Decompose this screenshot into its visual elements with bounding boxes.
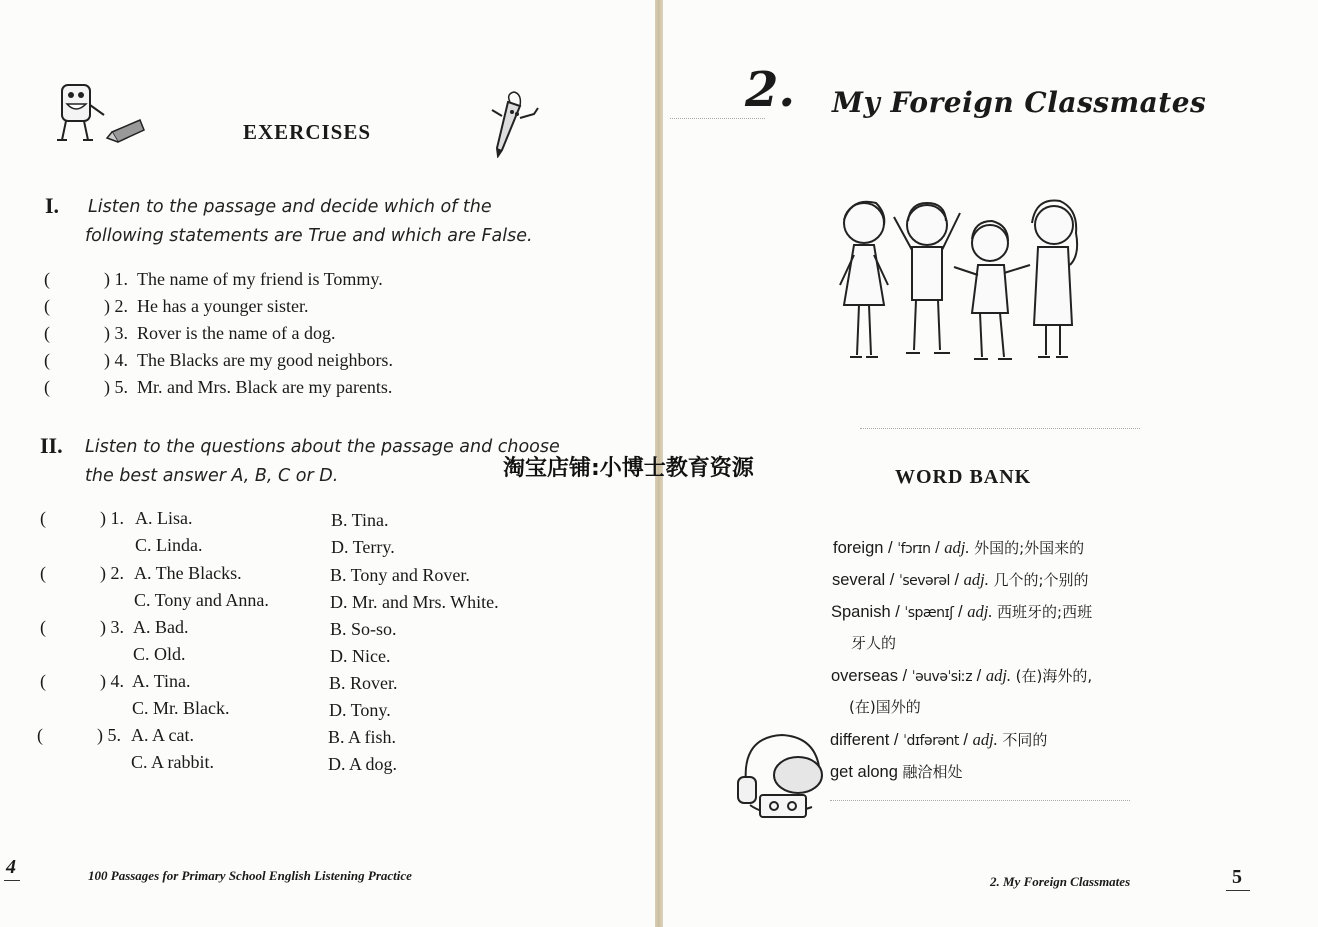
- lesson-title: My Foreign Classmates: [832, 86, 1207, 119]
- item-number: ) 4.: [104, 350, 128, 370]
- part-of-speech: adj.: [967, 602, 993, 621]
- item-number: ) 2.: [104, 296, 128, 316]
- answer-blank[interactable]: (: [44, 296, 50, 316]
- question-number: [40, 560, 124, 587]
- question-number: [40, 668, 124, 695]
- section-2-number: II.: [40, 433, 63, 458]
- option-b[interactable]: B. Tina.: [331, 510, 389, 530]
- answer-blank[interactable]: (: [40, 508, 46, 528]
- lesson-number: 2.: [745, 62, 796, 118]
- chapter-footer: 2. My Foreign Classmates: [990, 874, 1131, 889]
- word-bank-dotted-rule: [830, 800, 1130, 801]
- list-item: [44, 266, 393, 293]
- word-entry-continuation: [851, 632, 896, 653]
- option-a[interactable]: A. A cat.: [131, 725, 194, 745]
- children-group-illustration: [832, 195, 1092, 370]
- question-label: ) 1.: [100, 508, 124, 528]
- option-d[interactable]: D. Terry.: [331, 537, 395, 557]
- page-number-underline: [4, 880, 20, 881]
- true-false-list: [44, 266, 393, 401]
- list-item: [44, 293, 393, 320]
- option-d[interactable]: D. Tony.: [329, 700, 391, 720]
- question-number: [40, 505, 124, 532]
- page-number-left: 4: [6, 856, 16, 878]
- list-item: [44, 347, 393, 374]
- word: get along: [830, 763, 898, 781]
- section-2-instruction-line2: the best answer A, B, C or D.: [85, 466, 339, 486]
- option-c[interactable]: C. A rabbit.: [131, 752, 215, 772]
- word-entry: several / ˈsevərəl / adj. 几个的;个别的: [832, 570, 1089, 589]
- item-number: ) 5.: [104, 377, 128, 397]
- word-entry: [830, 761, 963, 782]
- answer-blank[interactable]: (: [40, 563, 46, 583]
- option-a[interactable]: A. Bad.: [133, 617, 189, 637]
- question-label: ) 5.: [97, 725, 121, 745]
- list-item: [44, 320, 393, 347]
- meaning: 西班牙的;西班: [997, 603, 1093, 621]
- item-text: Mr. and Mrs. Black are my parents.: [137, 377, 393, 397]
- meaning-continued: (在)国外的: [849, 698, 921, 716]
- exercises-title: EXERCISES: [243, 120, 372, 144]
- illustration-dotted-rule: [860, 428, 1140, 429]
- word-entry: overseas / ˈəuvəˈsiːz / adj. (在)海外的,: [831, 666, 1093, 685]
- part-of-speech: adj.: [972, 730, 998, 749]
- section-1-instruction-line1: Listen to the passage and decide which of the: [88, 197, 492, 217]
- option-a[interactable]: A. The Blacks.: [134, 563, 242, 583]
- word-bank-title: WORD BANK: [895, 466, 1032, 488]
- option-c[interactable]: C. Linda.: [135, 535, 203, 555]
- section-1-instruction-line2: following statements are True and which are False.: [85, 226, 533, 246]
- word: different: [830, 731, 890, 749]
- item-text: The Blacks are my good neighbors.: [137, 350, 393, 370]
- answer-blank[interactable]: (: [40, 617, 46, 637]
- meaning-continued: 牙人的: [851, 634, 897, 652]
- word: overseas: [831, 667, 898, 685]
- answer-blank[interactable]: (: [44, 350, 50, 370]
- question-number: [40, 614, 124, 641]
- option-d[interactable]: D. A dog.: [328, 754, 398, 774]
- item-number: ) 1.: [104, 269, 128, 289]
- option-c[interactable]: C. Tony and Anna.: [134, 590, 269, 610]
- list-item: [44, 374, 393, 401]
- page-number-right: 5: [1232, 866, 1242, 888]
- option-a[interactable]: A. Lisa.: [135, 508, 193, 528]
- option-b[interactable]: B. Rover.: [329, 673, 398, 693]
- option-b[interactable]: B. So-so.: [330, 619, 397, 639]
- section-1-number: I.: [45, 193, 60, 218]
- page-number-underline: [1226, 890, 1250, 891]
- meaning: 几个的;个别的: [993, 571, 1089, 589]
- option-d[interactable]: D. Nice.: [330, 646, 391, 666]
- headphones-cassette-icon: [732, 725, 832, 825]
- phonetic: ˈdɪfərənt: [903, 733, 959, 749]
- part-of-speech: adj.: [944, 538, 970, 557]
- part-of-speech: adj.: [963, 570, 989, 589]
- word-entry: different / ˈdɪfərənt / adj. 不同的: [830, 730, 1048, 749]
- word: Spanish: [831, 603, 891, 621]
- option-c[interactable]: C. Old.: [133, 644, 186, 664]
- option-b[interactable]: B. Tony and Rover.: [330, 565, 470, 585]
- question-label: ) 2.: [100, 563, 124, 583]
- answer-blank[interactable]: (: [37, 725, 43, 745]
- answer-blank[interactable]: (: [40, 671, 46, 691]
- cartoon-pencil-icon: [488, 90, 543, 158]
- phonetic: ˈəuvəˈsiːz: [911, 669, 973, 685]
- meaning: 融洽相处: [902, 763, 963, 781]
- phonetic: ˈspænɪʃ: [904, 605, 954, 621]
- option-c[interactable]: C. Mr. Black.: [132, 698, 230, 718]
- word-entry: foreign / ˈfɔrɪn / adj. 外国的;外国来的: [833, 538, 1085, 557]
- word: foreign: [833, 539, 884, 557]
- item-text: Rover is the name of a dog.: [137, 323, 336, 343]
- meaning: (在)海外的,: [1015, 667, 1093, 685]
- word-entry-continuation: [849, 696, 921, 717]
- word-entry: Spanish / ˈspænɪʃ / adj. 西班牙的;西班: [831, 602, 1093, 621]
- item-text: The name of my friend is Tommy.: [137, 269, 383, 289]
- question-number: [37, 722, 121, 749]
- phonetic: ˈsevərəl: [898, 573, 950, 589]
- part-of-speech: adj.: [985, 666, 1012, 685]
- phonetic: ˈfɔrɪn: [897, 541, 931, 557]
- answer-blank[interactable]: (: [44, 377, 50, 397]
- book-title-footer: 100 Passages for Primary School English Listening Practice: [88, 868, 412, 883]
- option-b[interactable]: B. A fish.: [328, 727, 397, 747]
- answer-blank[interactable]: (: [44, 323, 50, 343]
- word: several: [832, 571, 886, 589]
- meaning: 外国的;外国来的: [974, 539, 1085, 557]
- watermark-text: 淘宝店铺:小博士教育资源: [503, 456, 754, 481]
- meaning: 不同的: [1002, 731, 1048, 749]
- item-text: He has a younger sister.: [137, 296, 309, 316]
- question-label: ) 4.: [100, 671, 124, 691]
- option-d[interactable]: D. Mr. and Mrs. White.: [330, 592, 499, 612]
- answer-blank[interactable]: (: [44, 269, 50, 289]
- option-a[interactable]: A. Tina.: [132, 671, 191, 691]
- section-2-instruction-line1: Listen to the questions about the passage and choose: [85, 437, 560, 457]
- question-label: ) 3.: [100, 617, 124, 637]
- item-number: ) 3.: [104, 323, 128, 343]
- cartoon-eraser-icon: [52, 80, 152, 150]
- title-dotted-rule: [670, 118, 765, 119]
